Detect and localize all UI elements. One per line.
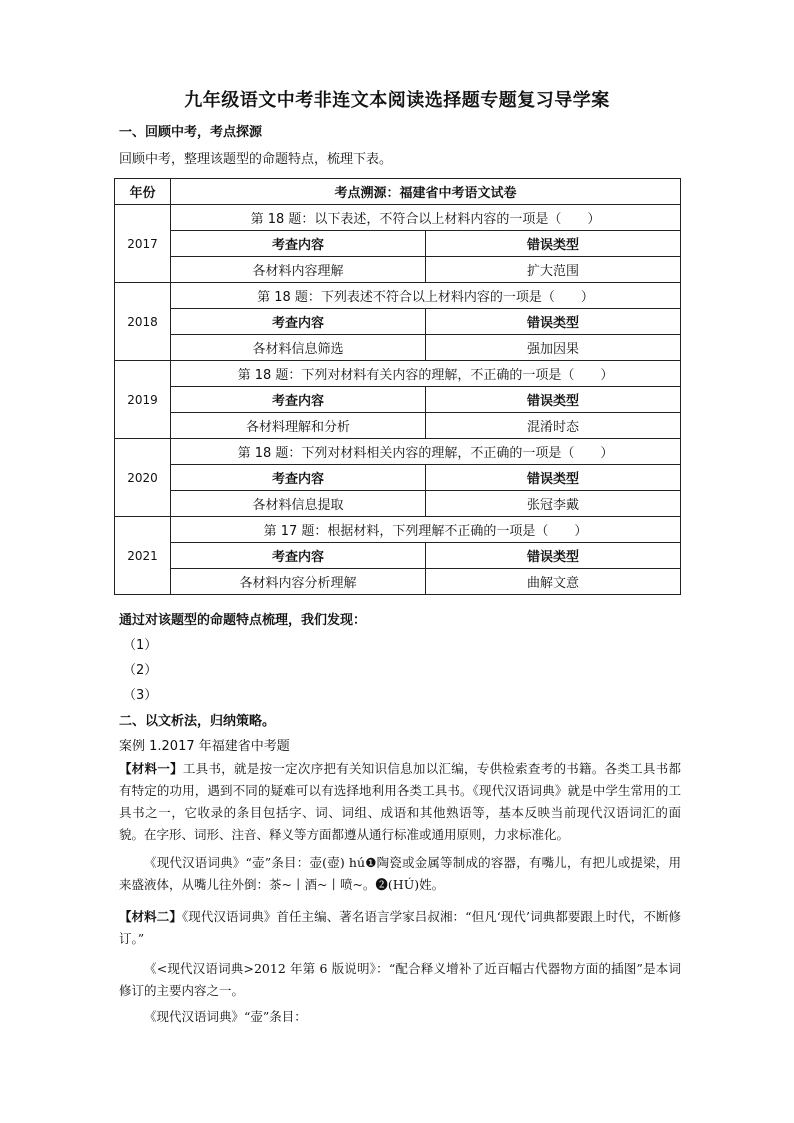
error-cell: 混淆时态 [426,413,681,439]
error-cell: 曲解文意 [426,569,681,595]
material-2-text: 《现代汉语词典》首任主编、著名语言学家吕叔湘：“但凡‘现代’词典都要跟上时代，不断修订。” [119,909,681,946]
table-row [115,517,681,543]
table-row [115,465,681,491]
table-row [115,439,681,465]
table-row [115,543,681,569]
year-cell: 2018 [115,283,171,361]
case-title: 案例 1.2017 年福建省中考题 [119,739,290,754]
material-1-paragraph [119,758,681,846]
content-cell: 各材料信息提取 [171,491,426,517]
material-2-entry-intro: 《现代汉语词典》“壶”条目： [144,1009,307,1024]
header-year: 年份 [115,179,171,205]
year-cell: 2021 [115,517,171,595]
section-2-heading: 二、以文析法，归纳策略。 [119,714,276,729]
content-cell: 各材料内容理解 [171,257,426,283]
error-header-cell: 错误类型 [426,231,681,257]
question-cell: 第 18 题：以下表述，不符合以上材料内容的一项是（ ） [171,205,681,231]
table-row [115,283,681,309]
year-cell: 2020 [115,439,171,517]
finding-item-3: （3） [123,688,158,703]
error-header-cell: 错误类型 [426,465,681,491]
content-header-cell: 考查内容 [171,309,426,335]
table-row [115,361,681,387]
content-header-cell: 考查内容 [171,387,426,413]
error-cell: 强加因果 [426,335,681,361]
findings-lead: 通过对该题型的命题特点梳理，我们发现： [119,613,367,628]
error-cell: 张冠李戴 [426,491,681,517]
question-cell: 第 17 题：根据材料，下列理解不正确的一项是（ ） [171,517,681,543]
error-header-cell: 错误类型 [426,543,681,569]
exam-summary-table [114,178,681,595]
table-row [115,491,681,517]
finding-item-1: （1） [123,638,158,653]
table-row [115,569,681,595]
error-header-cell: 错误类型 [426,387,681,413]
table-row [115,309,681,335]
material-2-edition-note: 《<现代汉语词典>2012 年第 6 版说明》：“配合释义增补了近百幅古代器物方面的插图”是本词修订的主要内容之一。 [119,961,681,998]
section-1-intro: 回顾中考，整理该题型的命题特点，梳理下表。 [119,152,393,167]
error-header-cell: 错误类型 [426,309,681,335]
table-row [115,231,681,257]
table-row [115,335,681,361]
material-2-label: 【材料二】 [119,909,182,924]
finding-item-2: （2） [123,663,158,678]
year-cell: 2017 [115,205,171,283]
year-cell: 2019 [115,361,171,439]
table-row [115,387,681,413]
content-cell: 各材料内容分析理解 [171,569,426,595]
content-cell: 各材料信息筛选 [171,335,426,361]
error-cell: 扩大范围 [426,257,681,283]
table-row [115,257,681,283]
table-row [115,205,681,231]
content-header-cell: 考查内容 [171,465,426,491]
section-1-heading: 一、回顾中考，考点探源 [119,125,263,140]
content-header-cell: 考查内容 [171,231,426,257]
content-header-cell: 考查内容 [171,543,426,569]
question-cell: 第 18 题：下列表述不符合以上材料内容的一项是（ ） [171,283,681,309]
material-2-paragraph [119,906,681,950]
document-title: 九年级语文中考非连文本阅读选择题专题复习导学案 [184,90,610,111]
table-row [115,413,681,439]
header-source: 考点溯源：福建省中考语文试卷 [171,179,681,205]
question-cell: 第 18 题：下列对材料相关内容的理解，不正确的一项是（ ） [171,439,681,465]
material-1-label: 【材料一】 [119,761,183,776]
question-cell: 第 18 题：下列对材料有关内容的理解，不正确的一项是（ ） [171,361,681,387]
content-cell: 各材料理解和分析 [171,413,426,439]
material-1-entry: 《现代汉语词典》“壶”条目：壶(壺) hú❶陶瓷或金属等制成的容器，有嘴儿，有把儿或提梁，用来盛液体，从嘴儿往外倒：茶~丨酒~丨喷~。❷(HÚ)姓。 [119,855,681,892]
table-header-row [115,179,681,205]
material-1-text: 工具书，就是按一定次序把有关知识信息加以汇编，专供检索查考的书籍。各类工具书都有特定的功用，遇到不同的疑难可以有选择地利用各类工具书。《现代汉语词典》就是中学生常用的工具书之一，它收录的条目包括字、词、词组、成语和其他熟语等，基本反映当前现代汉语词汇的面貌。在字形、词形、注音、释义等方面都遵从通行标准或通用原则，力求标准化。 [119,761,681,842]
